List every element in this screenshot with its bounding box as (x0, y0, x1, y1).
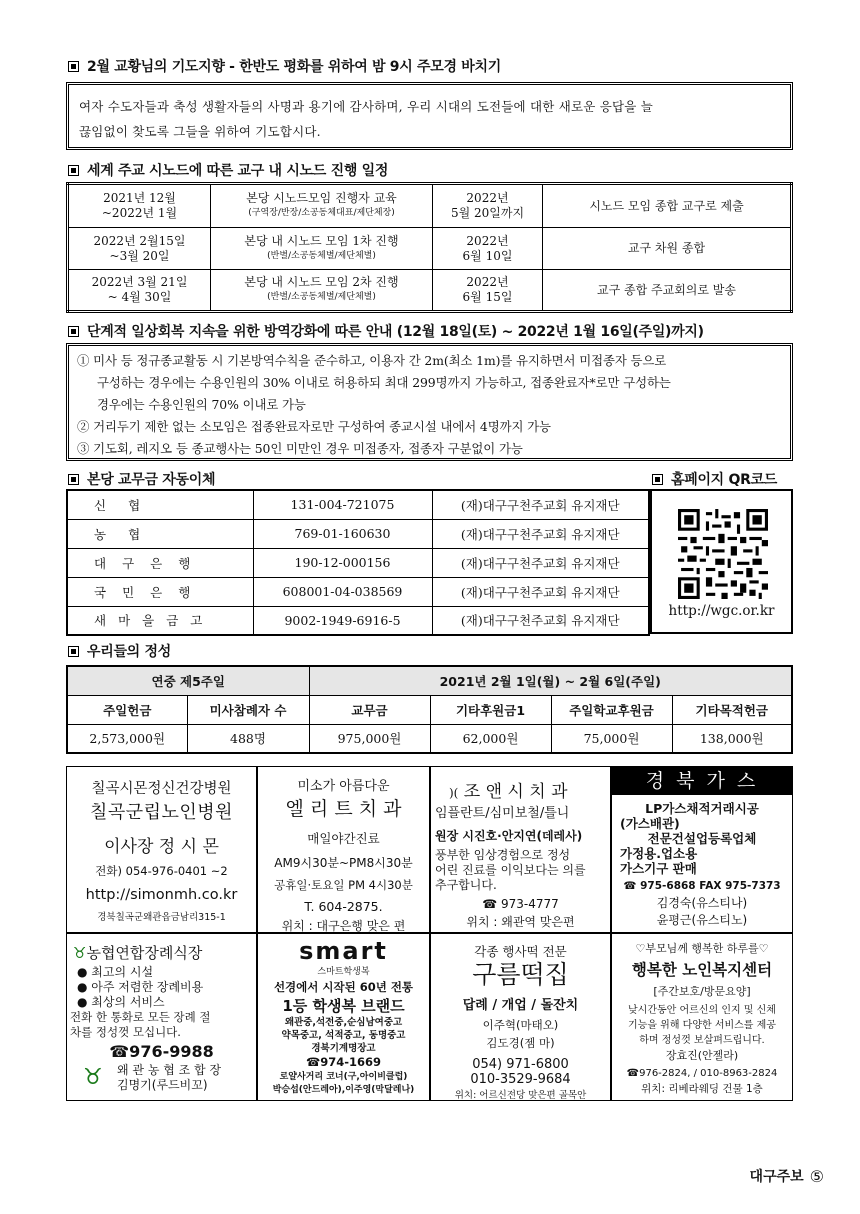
square-bullet-icon (68, 61, 79, 72)
table-row: 새마을금고 9002-1949-6916-5 (재)대구구천주교회 유지재단 (67, 606, 649, 635)
covid-text: ① 미사 등 정규종교활동 시 기본방역수칙을 준수하고, 이용자 간 2m(최소 1m)를 유지하면서 미접종자 등으로 구성하는 경우에는 수용인원의 30% 이내로 허용하되 최대 299명까지 가능하고, 접종완료자*로만 구성하는 경우에는 수용인원의 70% 이내로 가능 ② 거리두기 제한 없는 소모임은 접종완료자로만 구성하여 종교시설 내에서 4명까지 가능 ③ 기도회, 레지오 등 종교행사는 50인 미만인 경우 미접종자, 접종자 구분없이 가능 (77, 353, 671, 456)
square-bullet-icon (68, 474, 79, 485)
bank-table (66, 489, 650, 636)
ad-simon-hospital: 칠곡시몬정신건강병원 칠곡군립노인병원 이사장 정 시 몬 전화) 054-976-0401 ~2 http://simonmh.co.kr 경북칠곡군왜관읍금남리315-1 (66, 766, 257, 933)
ad-elite-dental: 미소가 아름다운 엘 리 트 치 과 매일야간진료 AM9시30분~PM8시30분 공휴일·토요일 PM 4시30분 T. 604-2875. 위치 : 대구은행 맞은 편 (257, 766, 430, 933)
section-synod-title: 세계 주교 시노드에 따른 교구 내 시노드 진행 일정 (87, 163, 389, 179)
page-footer (750, 1166, 824, 1186)
homepage-url[interactable]: http://wgc.or.kr (668, 603, 775, 619)
footer-label: 대구주보 (749, 1169, 804, 1185)
nh-logo-icon: ♉ (83, 1065, 103, 1090)
table-row: 2022년 2월15일 ~3월 20일 본당 내 시노드 모임 1차 진행 (반별/소공동체별/제단체별) 2022년 6월 10일 교구 차원 종합 (68, 228, 792, 270)
ad-joan-dental: )( 조 앤 시 치 과 임플란트/심미보철/틀니 원장 시진호·안지연(데레사) 풍부한 임상경험으로 정성 어린 진료를 이익보다는 의를 추구합니다. ☎ 973-4777 위치 : 왜관역 맞은편 (430, 766, 611, 933)
section-bank-title: 본당 교무금 자동이체 (87, 472, 216, 488)
qr-code-icon[interactable] (678, 509, 768, 599)
section-prayer-title: 2월 교황님의 기도지향 - 한반도 평화를 위하여 밤 9시 주모경 바치기 (87, 59, 501, 75)
prayer-text: 여자 수도자들과 축성 생활자들의 사명과 용기에 감사하며, 우리 시대의 도전들에 대한 새로운 응답을 늘 끊임없이 찾도록 그들을 위하여 기도합시다. (79, 99, 653, 139)
section-covid-title: 단계적 일상회복 지속을 위한 방역강화에 따른 안내 (12월 18일(토) ~ 2022년 1월 16일(주일)까지) (87, 324, 704, 340)
table-row: 주일헌금 미사참례자 수 교무금 기타후원금1 주일학교후원금 기타목적헌금 (67, 695, 792, 724)
qr-header (652, 469, 777, 489)
tooth-icon: )( (449, 786, 459, 800)
page-number: ⑤ (809, 1166, 824, 1186)
square-bullet-icon (68, 646, 79, 657)
table-row: 연중 제5주일 2021년 2월 1일(월) ~ 2월 6일(주일) (67, 666, 792, 695)
qr-title: 홈페이지 QR코드 (671, 472, 777, 488)
square-bullet-icon (68, 165, 79, 176)
table-row: 신협 131-004-721075 (재)대구구천주교회 유지재단 (67, 490, 649, 519)
section-bank-header (68, 469, 215, 489)
section-synod-header (68, 160, 388, 180)
qr-box (650, 489, 793, 634)
square-bullet-icon (68, 326, 79, 337)
nh-logo-icon: ♉ (73, 944, 87, 962)
offering-table (66, 665, 793, 754)
table-row: 대구은행 190-12-000156 (재)대구구천주교회 유지재단 (67, 548, 649, 577)
section-prayer-header (68, 56, 501, 76)
smart-logo: smart (299, 937, 388, 965)
table-row: 2022년 3월 21일 ~ 4월 30일 본당 내 시노드 모임 2차 진행 (반별/소공동체별/제단체별) 2022년 6월 15일 교구 종합 주교회의로 발송 (68, 270, 792, 312)
table-row: 국민은행 608001-04-038569 (재)대구구천주교회 유지재단 (67, 577, 649, 606)
section-offering-title: 우리들의 정성 (87, 644, 171, 660)
table-row: 2,573,000원 488명 975,000원 62,000원 75,000원 138,000원 (67, 724, 792, 753)
table-row: 2021년 12월 ~2022년 1월 본당 시노드모임 진행자 교육 (구역장/반장/소공동체대표/제단체장) 2022년 5월 20일까지 시노드 모임 종합 교구로 제출 (68, 184, 792, 228)
covid-box (66, 343, 793, 461)
synod-schedule-table (66, 182, 793, 313)
ad-smart-uniform: smart 스마트학생복 선경에서 시작된 60년 전통 1등 학생복 브랜드 왜관중,석전중,순심남여중고 약목중고, 석적중고, 동명중고 경북기계명장고 ☎974-1669 로얄사거리 코너(구,아이비클럽) 박승섭(안드레아),이주영(막달레나) (257, 933, 430, 1101)
section-offering-header (68, 641, 171, 661)
ad-senior-center: ♡부모님께 행복한 하루를♡ 행복한 노인복지센터 [주간보호/방문요양] 낮시간동안 어르신의 인지 및 신체 기능을 위해 다양한 서비스를 제공 하며 정성껏 보살펴드립니다. 장효진(안젤라) ☎976-2824, / 010-8963-2824 위치: 리베라웨딩 건물 1층 (611, 933, 793, 1101)
section-covid-header (68, 321, 704, 341)
table-row: 농협 769-01-160630 (재)대구구천주교회 유지재단 (67, 519, 649, 548)
prayer-box (66, 82, 793, 150)
ad-cloud-ricecake: 각종 행사떡 전문 구름떡집 답례 / 개업 / 돌잔치 이주혁(마태오) 김도경(젬 마) 054) 971-6800 010-3529-9684 위치: 어르신전당 맞은편 골목안 (430, 933, 611, 1101)
ad-gyeongbuk-gas: 경 북 가 스 LP가스채적거래시공 (가스배관) 전문건설업등록업체 가정용.업소용 가스기구 판매 ☎ 975-6868 FAX 975-7373 김경숙(유스티나) 윤평근(유스티노) (611, 766, 793, 933)
ad-funeral-hall: ♉농협연합장례식장 ● 최고의 시설 ● 아주 저렴한 장례비용 ● 최상의 서비스 전화 한 통화로 모든 장례 절 차를 정성껏 모십니다. ☎976-9988 ♉ 왜 관 농 협 조 합 장 김명기(루드비꼬) (66, 933, 257, 1101)
square-bullet-icon (652, 474, 663, 485)
